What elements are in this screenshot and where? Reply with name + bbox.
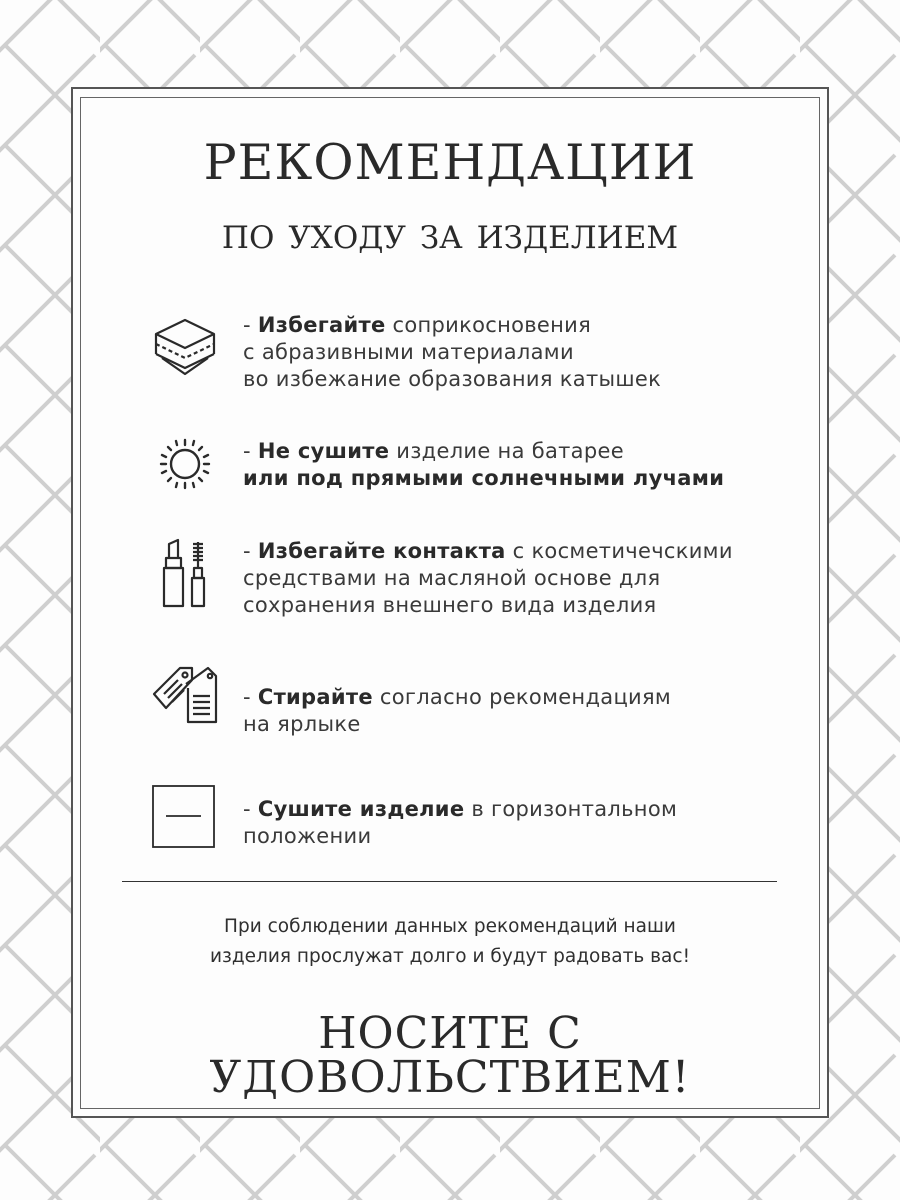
care-item-text: - Не сушите изделие на батарее или под прямыми солнечными лучами bbox=[243, 439, 725, 490]
care-item-text: - Стирайте согласно рекомендациям на ярлыке bbox=[243, 685, 672, 736]
care-item-text: - Сушите изделие в горизонтальном положении bbox=[243, 797, 678, 848]
sun-icon bbox=[150, 438, 220, 508]
care-item-text: - Избегайте контакта с косметичечскими средствами на масляной основе для сохранения внешнего вида изделия bbox=[243, 539, 733, 617]
dry-flat-icon bbox=[150, 784, 220, 854]
closing-note: При соблюдении данных рекомендаций наши изделия прослужат долго и будут радовать вас! bbox=[210, 916, 690, 967]
section-divider bbox=[122, 881, 777, 882]
page-title: рекомендации bbox=[203, 114, 697, 196]
page-subtitle: по уходу за изделием bbox=[221, 208, 679, 259]
care-label-tag-icon bbox=[150, 664, 220, 734]
closing-slogan: НОСИТЕ С УДОВОЛЬСТВИЕМ! bbox=[209, 1008, 691, 1103]
care-item-text: - Избегайте соприкосновения с абразивными материалами во избежание образования катышек bbox=[243, 313, 662, 391]
lipstick-mascara-icon bbox=[150, 538, 220, 608]
fabric-layers-icon bbox=[150, 312, 220, 382]
